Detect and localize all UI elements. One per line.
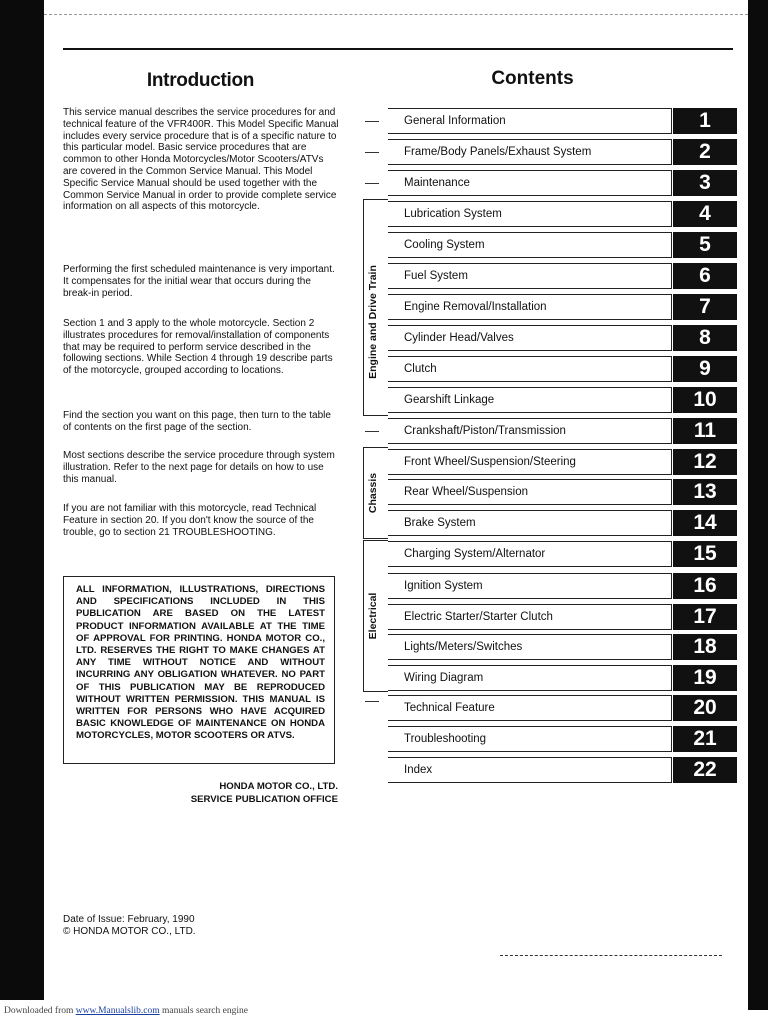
toc-label: General Information (404, 115, 506, 127)
toc-row-wiring-diagram[interactable] (388, 665, 672, 691)
header-rule (63, 48, 733, 50)
toc-section-number[interactable]: 2 (673, 139, 737, 165)
toc-section-number[interactable]: 3 (673, 170, 737, 196)
intro-paragraph-2: Performing the first scheduled maintenance is very important. It compensates for the initial wear that occurs during the break-in period. (63, 264, 335, 299)
intro-paragraph-5: Most sections describe the service procedure through system illustration. Refer to the next page for details on how to use this manual. (63, 450, 335, 485)
bottom-dashed-line (500, 955, 722, 956)
toc-section-number[interactable]: 1 (673, 108, 737, 134)
toc-label: Front Wheel/Suspension/Steering (404, 456, 576, 468)
download-prefix: Downloaded from (4, 1006, 74, 1016)
toc-section-number[interactable]: 18 (673, 634, 737, 660)
toc-label: Electric Starter/Starter Clutch (404, 611, 553, 623)
issue-footer (63, 914, 196, 938)
toc-label: Index (404, 764, 433, 776)
toc-label: Lights/Meters/Switches (404, 641, 523, 653)
toc-section-number[interactable]: 16 (673, 573, 737, 599)
scan-edge-left (0, 0, 44, 1000)
section-tick (365, 183, 379, 184)
toc-row-cooling-system[interactable] (388, 232, 672, 258)
toc-row-troubleshooting[interactable] (388, 726, 672, 752)
toc-label: Rear Wheel/Suspension (404, 486, 529, 498)
toc-section-number[interactable]: 13 (673, 479, 737, 505)
toc-row-engine-removal[interactable] (388, 294, 672, 320)
toc-row-frame-body-panels[interactable] (388, 139, 672, 165)
copyright-line: © HONDA MOTOR CO., LTD. (63, 926, 196, 937)
section-tick (365, 431, 379, 432)
toc-row-lights-meters[interactable] (388, 634, 672, 660)
top-dashed-line (44, 14, 748, 15)
toc-label: Troubleshooting (404, 733, 487, 745)
toc-section-number[interactable]: 7 (673, 294, 737, 320)
toc-label: Crankshaft/Piston/Transmission (404, 425, 566, 437)
date-of-issue: Date of Issue: February, 1990 (63, 914, 195, 925)
toc-section-number[interactable]: 8 (673, 325, 737, 351)
toc-section-number[interactable]: 10 (673, 387, 737, 413)
toc-row-general-information[interactable] (388, 108, 672, 134)
toc-label: Gearshift Linkage (404, 394, 495, 406)
toc-row-clutch[interactable] (388, 356, 672, 382)
intro-paragraph-4: Find the section you want on this page, then turn to the table of contents on the first page of the section. (63, 410, 331, 433)
toc-label: Charging System/Alternator (404, 548, 546, 560)
toc-label: Cooling System (404, 239, 485, 251)
toc-label: Fuel System (404, 270, 468, 282)
toc-row-electric-starter[interactable] (388, 604, 672, 630)
toc-section-number[interactable]: 22 (673, 757, 737, 783)
toc-section-number[interactable]: 12 (673, 449, 737, 475)
download-suffix: manuals search engine (161, 1006, 248, 1016)
toc-section-number[interactable]: 11 (673, 418, 737, 444)
toc-label: Technical Feature (404, 702, 495, 714)
toc-row-index[interactable] (388, 757, 672, 783)
intro-paragraph-1: This service manual describes the service procedures for and technical feature of the VFR400R. This Model Specific Manual includes every service procedure that is of a specific nature to this particular model. Basic service procedures that are common to other Honda Motorcycles/Motor Scooters/ATVs are covered in the Common Service Manual. This Model Specific Service Manual should be used together with the Common Service Manual in order to provide complete service information on all aspects of this motorcycle. (63, 107, 339, 213)
toc-row-cylinder-head[interactable] (388, 325, 672, 351)
publisher-signature (150, 780, 338, 806)
toc-section-number[interactable]: 5 (673, 232, 737, 258)
group-label-chassis: Chassis (367, 472, 379, 514)
toc-label: Maintenance (404, 177, 470, 189)
toc-label: Lubrication System (404, 208, 502, 220)
toc-section-number[interactable]: 17 (673, 604, 737, 630)
toc-row-charging-system[interactable] (388, 541, 672, 567)
toc-section-number[interactable]: 9 (673, 356, 737, 382)
toc-row-gearshift-linkage[interactable] (388, 387, 672, 413)
scan-edge-right (748, 0, 768, 1010)
toc-label: Cylinder Head/Valves (404, 332, 514, 344)
toc-label: Wiring Diagram (404, 672, 484, 684)
toc-row-lubrication-system[interactable] (388, 201, 672, 227)
toc-row-technical-feature[interactable] (388, 695, 672, 721)
toc-label: Clutch (404, 363, 437, 375)
contents-title: Contents (491, 68, 574, 89)
toc-row-ignition-system[interactable] (388, 573, 672, 599)
toc-section-number[interactable]: 20 (673, 695, 737, 721)
signature-company: HONDA MOTOR CO., LTD. (219, 781, 338, 792)
intro-paragraph-3: Section 1 and 3 apply to the whole motorcycle. Section 2 illustrates procedures for removal/installation of components that may be required to perform service described in the following sections. While Section 4 through 19 describe parts of the motorcycle, grouped according to locations. (63, 318, 333, 377)
group-label-electrical: Electrical (367, 592, 379, 640)
group-label-engine-and-drive-train: Engine and Drive Train (367, 265, 379, 379)
toc-section-number[interactable]: 19 (673, 665, 737, 691)
manualslib-link[interactable]: www.Manualslib.com (75, 1006, 160, 1016)
intro-paragraph-6: If you are not familiar with this motorcycle, read Technical Feature in section 20. If you don't know the source of the trouble, go to section 21 TROUBLESHOOTING. (63, 503, 317, 538)
toc-section-number[interactable]: 21 (673, 726, 737, 752)
toc-label: Frame/Body Panels/Exhaust System (404, 146, 592, 158)
toc-section-number[interactable]: 15 (673, 541, 737, 567)
toc-row-front-wheel[interactable] (388, 449, 672, 475)
toc-section-number[interactable]: 14 (673, 510, 737, 536)
toc-label: Ignition System (404, 580, 483, 592)
section-tick (365, 121, 379, 122)
toc-row-brake-system[interactable] (388, 510, 672, 536)
section-tick (365, 701, 379, 702)
toc-row-crankshaft[interactable] (388, 418, 672, 444)
download-note (4, 1006, 248, 1016)
copyright-notice-box: ALL INFORMATION, ILLUSTRATIONS, DIRECTIONS AND SPECIFICATIONS INCLUDED IN THIS PUBLICATION ARE BASED ON THE LATEST PRODUCT INFORMATION AVAILABLE AT THE TIME OF APPROVAL FOR PRINTING. HONDA MOTOR CO., LTD. RESERVES THE RIGHT TO MAKE CHANGES AT ANY TIME WITHOUT NOTICE AND WITHOUT INCURRING ANY OBLIGATION WHATEVER. NO PART OF THIS PUBLICATION MAY BE REPRODUCED WITHOUT WRITTEN PERMISSION. THIS MANUAL IS WRITTEN FOR PERSONS WHO HAVE ACQUIRED BASIC KNOWLEDGE OF MAINTENANCE ON HONDA MOTORCYCLES, MOTOR SCOOTERS OR ATVS. (63, 576, 335, 764)
toc-row-fuel-system[interactable] (388, 263, 672, 289)
toc-section-number[interactable]: 4 (673, 201, 737, 227)
signature-office: SERVICE PUBLICATION OFFICE (190, 794, 338, 805)
toc-label: Engine Removal/Installation (404, 301, 547, 313)
toc-section-number[interactable]: 6 (673, 263, 737, 289)
toc-row-rear-wheel[interactable] (388, 479, 672, 505)
introduction-title: Introduction (146, 70, 255, 91)
toc-label: Brake System (404, 517, 476, 529)
section-tick (365, 152, 379, 153)
toc-row-maintenance[interactable] (388, 170, 672, 196)
